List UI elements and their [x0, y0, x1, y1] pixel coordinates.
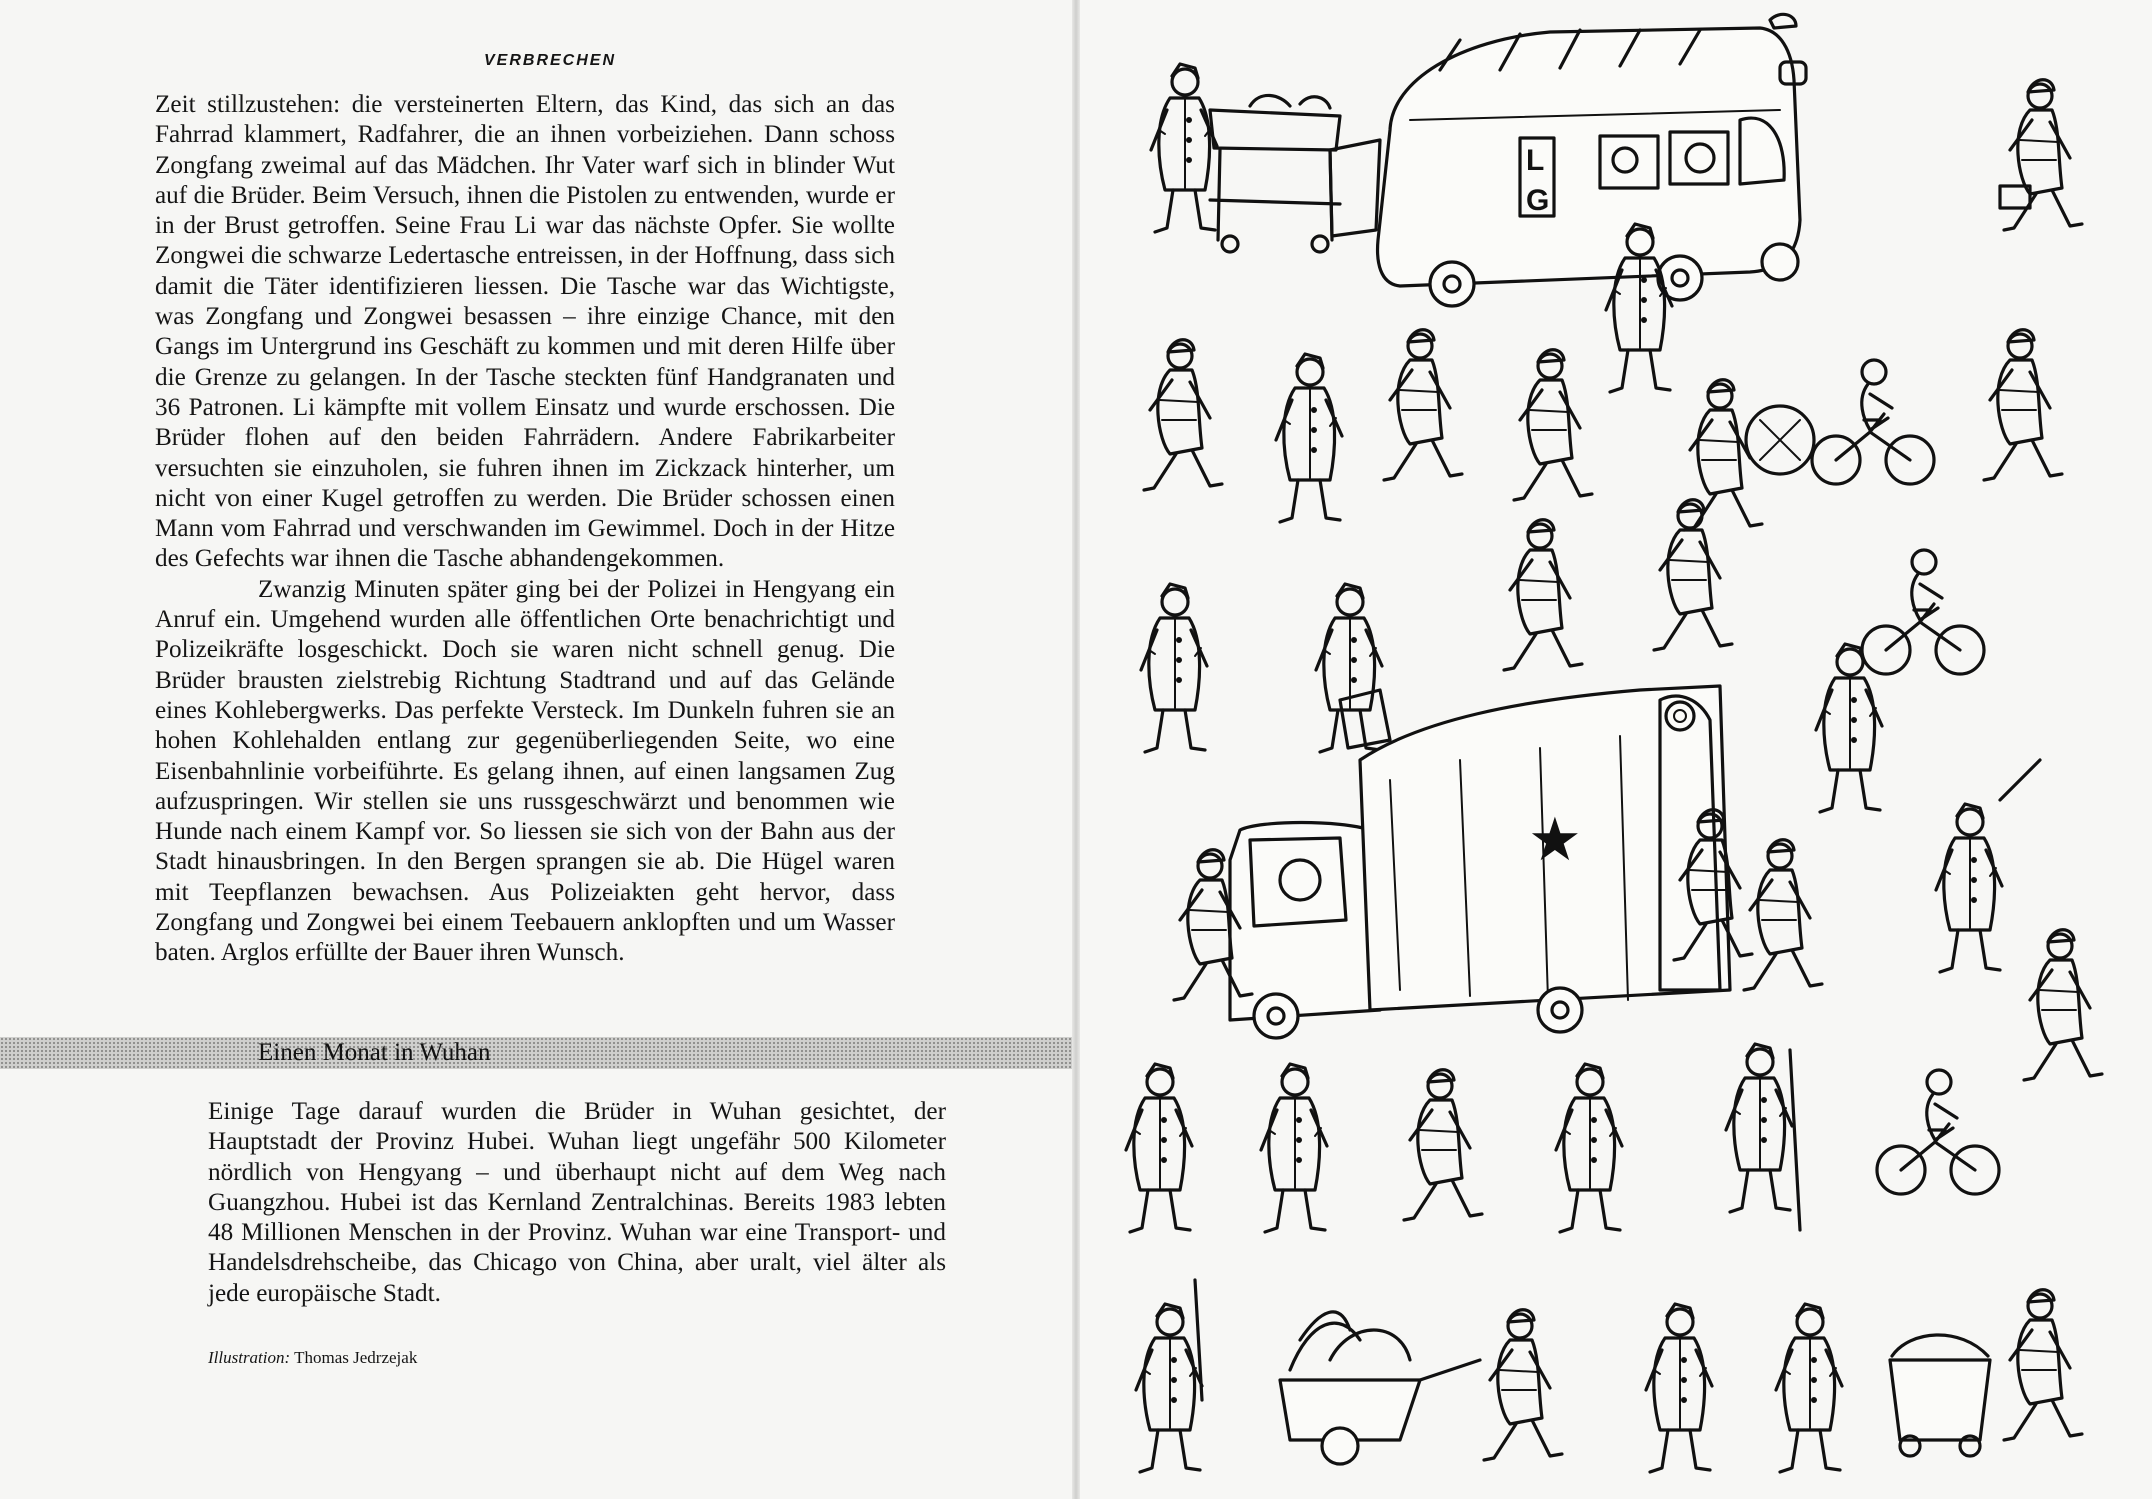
truck-star-emblem: ★ [1528, 807, 1582, 873]
soldier-bottom-left [1136, 1304, 1202, 1472]
person-row2-1 [1144, 340, 1222, 490]
person-bottom-3 [1646, 1304, 1712, 1472]
person-row3-2 [1316, 584, 1382, 752]
running-head: VERBRECHEN [483, 52, 616, 69]
soldier-figure [1744, 840, 1822, 990]
illustration-credit [208, 1348, 417, 1368]
coal-cart [1890, 1335, 1990, 1456]
army-truck-illustration [1230, 686, 1730, 1038]
person-row2-wheelchair [1812, 360, 1934, 484]
person-row5-5 [1726, 1044, 1792, 1212]
van-label-l: L [1526, 144, 1545, 177]
person-row2-6 [1984, 330, 2062, 480]
paragraph-1: Zeit stillzustehen: die versteinerten Eltern, das Kind, das sich an das Fahrrad klammert, Radfahrer, die an ihnen vorbeiziehen. Dann schoss Zongfang zweimal auf das Mädchen. Ihr Vater warf sich in blinder Wut auf die Brüder. Beim Versuch, ihnen die Pistolen zu entwenden, wurde er in der Brust getroffen. Seine Frau Li war das nächste Opfer. Sie wollte Zongwei die schwarze Ledertasche entreissen, in der Hoffnung, dass sich damit die Täter identifizieren liessen. Die Tasche war das Wichtigste, was Zongfang und Zongwei besassen – ihre einzige Chance, mit den Gangs im Untergrund ins Geschäft zu kommen und mit deren Hilfe über die Grenze zu gelangen. In der Tasche steckten fünf Handgranaten und 36 Patronen. Li kämpfte mit vollem Einsatz und wurde erschossen. Die Brüder flohen auf den beiden Fahrrädern. Andere Fabrikarbeiter versuchten sie einzuholen, sie fuhren ihnen im Zickzack hinterher, um nicht von einer Kugel getroffen zu werden. Die Brüder schossen einen Mann vom Fahrrad und verschwanden im Gewimmel. Doch in der Hitze des Gefechts war ihnen die Tasche abhandengekommen. [155, 91, 895, 573]
credit-name: Thomas Jedrzejak [294, 1348, 418, 1367]
person-bottom-2 [1484, 1310, 1562, 1460]
van-illustration [1330, 14, 1806, 306]
person-row2-2 [1276, 354, 1342, 522]
person-row5-2 [1261, 1064, 1327, 1232]
left-page [0, 0, 1075, 1499]
person-bottom-4 [1776, 1304, 1842, 1472]
credit-label: Illustration: [208, 1348, 291, 1367]
cyclist-row3 [1862, 550, 1984, 674]
person-row2-4 [1514, 350, 1592, 500]
soldier-with-rifle [1936, 804, 2002, 972]
section-heading: Einen Monat in Wuhan [258, 1039, 491, 1066]
book-gutter [1072, 0, 1080, 1499]
person-bottom-5 [2004, 1290, 2082, 1440]
article-body [155, 90, 895, 969]
section-heading-bar [0, 1037, 1075, 1069]
person-row3-1 [1141, 584, 1207, 752]
person-row3-3 [1504, 520, 1582, 670]
crowd-drawing [1080, 0, 2152, 1499]
van-label-g: G [1526, 184, 1550, 217]
wheelbarrow-with-fish [1280, 1312, 1480, 1464]
person-row2-3 [1384, 330, 1462, 480]
paragraph-2: Zwanzig Minuten später ging bei der Polizei in Hengyang ein Anruf ein. Umgehend wurden alle öffentlichen Orte benachrichtigt und Polizeikräfte losgeschickt. Doch sie waren nicht schnell genug. Die Brüder brausten zielstrebig Richtung Stadtrand und auf das Gelände eines Kohlebergwerks. Das perfekte Versteck. Im Dunkeln fuhren sie an hohen Kohlehalden entlang zur gegenüberliegenden Seite, wo eine Eisenbahnlinie vorbeiführte. Es gelang ihnen, auf einen langsamen Zug aufzuspringen. Wir stellen sie uns russgeschwärzt und benommen wie Hunde nach einem Kampf vor. So liessen sie sich von der Bahn aus der Stadt hinausbringen. In den Bergen sprangen sie ab. Die Hügel waren mit Teepflanzen bewachsen. Aus Polizeiakten geht hervor, dass Zongfang und Zongwei bei einem Teebauern anklopften und um Wasser baten. Arglos erfüllte der Bauer ihren Wunsch. [155, 575, 895, 967]
ink-illustration [1080, 0, 2152, 1499]
right-page [1080, 0, 2152, 1499]
market-cart [1210, 110, 1340, 150]
cyclist-row5 [1877, 1070, 1999, 1194]
section-body [208, 1097, 946, 1309]
person-row5-3 [1404, 1070, 1482, 1220]
person-row4-right [2024, 930, 2102, 1080]
section-paragraph: Einige Tage darauf wurden die Brüder in Wuhan gesichtet, der Hauptstadt der Provinz Hubei. Wuhan liegt ungefähr 500 Kilometer nördlich von Hengyang – und überhaupt nicht auf dem Weg nach Guangzhou. Hubei ist das Kernland Zentralchinas. Bereits 1983 lebten 48 Millionen Menschen in der Provinz. Wuhan war eine Transport- und Handelsdrehscheibe, das Chicago von China, aber uralt, viel älter als jede europäische Stadt. [208, 1098, 946, 1307]
person-row3-4 [1654, 500, 1732, 650]
vendor-figure [1151, 64, 1217, 232]
person-row5-1 [1126, 1064, 1192, 1232]
person-row5-4 [1556, 1064, 1622, 1232]
